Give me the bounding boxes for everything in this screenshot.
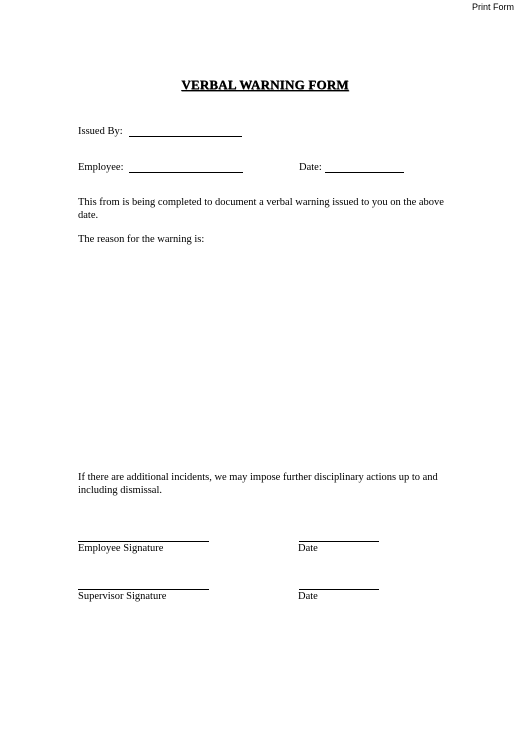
supervisor-signature-line (78, 589, 209, 590)
supervisor-signature-field[interactable] (79, 577, 207, 589)
employee-signature-field[interactable] (79, 529, 207, 541)
employee-date-label: Date (298, 543, 318, 554)
intro-paragraph: This from is being completed to document a verbal warning issued to you on the above date. (78, 197, 444, 221)
supervisor-date-line (299, 589, 379, 590)
print-form-button[interactable]: Print Form (471, 2, 514, 12)
date-field[interactable] (326, 160, 402, 172)
reason-text-area[interactable] (78, 252, 456, 462)
employee-date-line (299, 541, 379, 542)
supervisor-date-field[interactable] (300, 577, 377, 589)
supervisor-signature-label: Supervisor Signature (78, 591, 167, 602)
employee-signature-label: Employee Signature (78, 543, 164, 554)
employee-underline (129, 172, 243, 173)
issued-by-label: Issued By: (78, 126, 123, 137)
employee-date-field[interactable] (300, 529, 377, 541)
employee-label: Employee: (78, 162, 124, 173)
supervisor-date-label: Date (298, 591, 318, 602)
additional-incidents-paragraph: If there are additional incidents, we may impose further disciplinary actions up to and including dismissal. (78, 472, 438, 496)
date-underline (325, 172, 404, 173)
issued-by-field[interactable] (130, 124, 240, 136)
issued-by-underline (129, 136, 242, 137)
date-label: Date: (299, 162, 322, 173)
reason-label: The reason for the warning is: (78, 234, 205, 245)
employee-field[interactable] (130, 160, 241, 172)
employee-signature-line (78, 541, 209, 542)
form-title: VERBAL WARNING FORM (181, 77, 349, 92)
